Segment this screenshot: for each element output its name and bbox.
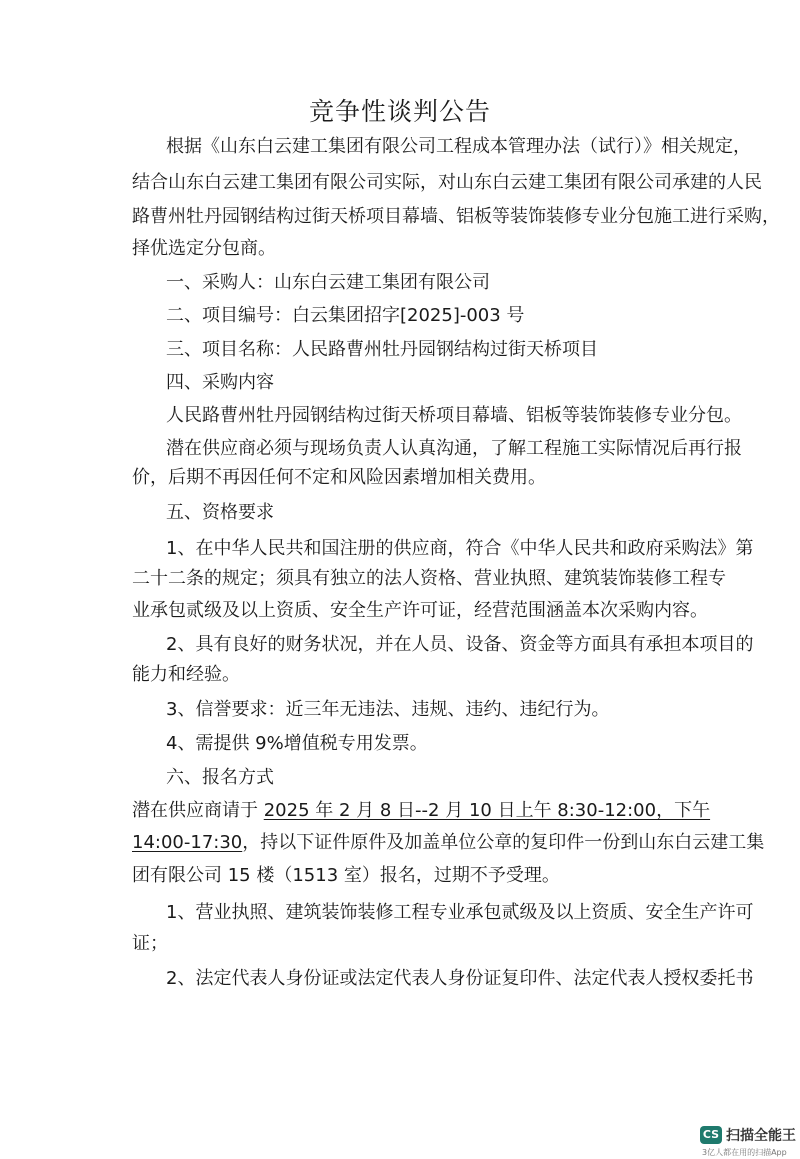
project-number-item: 二、项目编号：白云集团招字[2025]-003 号 — [166, 305, 525, 326]
registration-line-2 — [132, 830, 764, 856]
registration-heading: 六、报名方式 — [166, 767, 274, 788]
intro-line-4: 择优选定分包商。 — [132, 238, 276, 259]
procurement-content-heading: 四、采购内容 — [166, 372, 274, 393]
registration-line-1-text: 潜在供应商请于 — [132, 800, 264, 821]
registration-line-1 — [132, 798, 710, 824]
qualification-heading: 五、资格要求 — [166, 502, 274, 523]
camscanner-logo-icon: CS — [700, 1126, 722, 1144]
qualification-item-4: 4、需提供 9%增值税专用发票。 — [166, 733, 428, 754]
registration-date-time: 2025 年 2 月 8 日--2 月 10 日上午 8:30-12:00，下午 — [263, 800, 711, 821]
intro-line-2: 结合山东白云建工集团有限公司实际，对山东白云建工集团有限公司承建的人民 — [132, 172, 762, 193]
supplier-note-line-2: 价，后期不再因任何不定和风险因素增加相关费用。 — [132, 467, 546, 488]
qualification-2-line-2: 能力和经验。 — [132, 664, 240, 685]
qualification-1-line-2: 二十二条的规定；须具有独立的法人资格、营业执照、建筑装饰装修工程专 — [132, 568, 726, 589]
registration-afternoon-time: 14:00-17:30 — [132, 832, 243, 853]
registration-1-line-1: 1、营业执照、建筑装饰装修工程专业承包贰级及以上资质、安全生产许可 — [166, 902, 754, 923]
intro-line-3: 路曹州牡丹园钢结构过街天桥项目幕墙、铝板等装饰装修专业分包施工进行采购， — [132, 206, 780, 227]
procurement-content-text: 人民路曹州牡丹园钢结构过街天桥项目幕墙、铝板等装饰装修专业分包。 — [166, 405, 742, 426]
qualification-2-line-1: 2、具有良好的财务状况，并在人员、设备、资金等方面具有承担本项目的 — [166, 634, 754, 655]
watermark-app-name: 扫描全能王 — [726, 1128, 796, 1144]
purchaser-item: 一、采购人：山东白云建工集团有限公司 — [166, 272, 490, 293]
registration-1-line-2: 证； — [132, 933, 168, 954]
registration-item-2: 2、法定代表人身份证或法定代表人身份证复印件、法定代表人授权委托书 — [166, 968, 754, 989]
registration-line-3: 团有限公司 15 楼（1513 室）报名，过期不予受理。 — [132, 865, 560, 886]
scanner-watermark — [700, 1122, 800, 1159]
qualification-1-line-3: 业承包贰级及以上资质、安全生产许可证，经营范围涵盖本次采购内容。 — [132, 600, 708, 621]
qualification-1-line-1: 1、在中华人民共和国注册的供应商，符合《中华人民共和政府采购法》第 — [166, 538, 754, 559]
supplier-note-line-1: 潜在供应商必须与现场负责人认真沟通，了解工程施工实际情况后再行报 — [166, 438, 742, 459]
watermark-tagline: 3亿人都在用的扫描App — [702, 1148, 787, 1157]
project-name-item: 三、项目名称：人民路曹州牡丹园钢结构过街天桥项目 — [166, 339, 598, 360]
qualification-item-3: 3、信誉要求：近三年无违法、违规、违约、违纪行为。 — [166, 699, 610, 720]
document-title: 竞争性谈判公告 — [308, 97, 491, 126]
registration-line-2-text: ，持以下证件原件及加盖单位公章的复印件一份到山东白云建工集 — [242, 832, 765, 853]
intro-line-1: 根据《山东白云建工集团有限公司工程成本管理办法（试行）》相关规定， — [166, 136, 751, 157]
